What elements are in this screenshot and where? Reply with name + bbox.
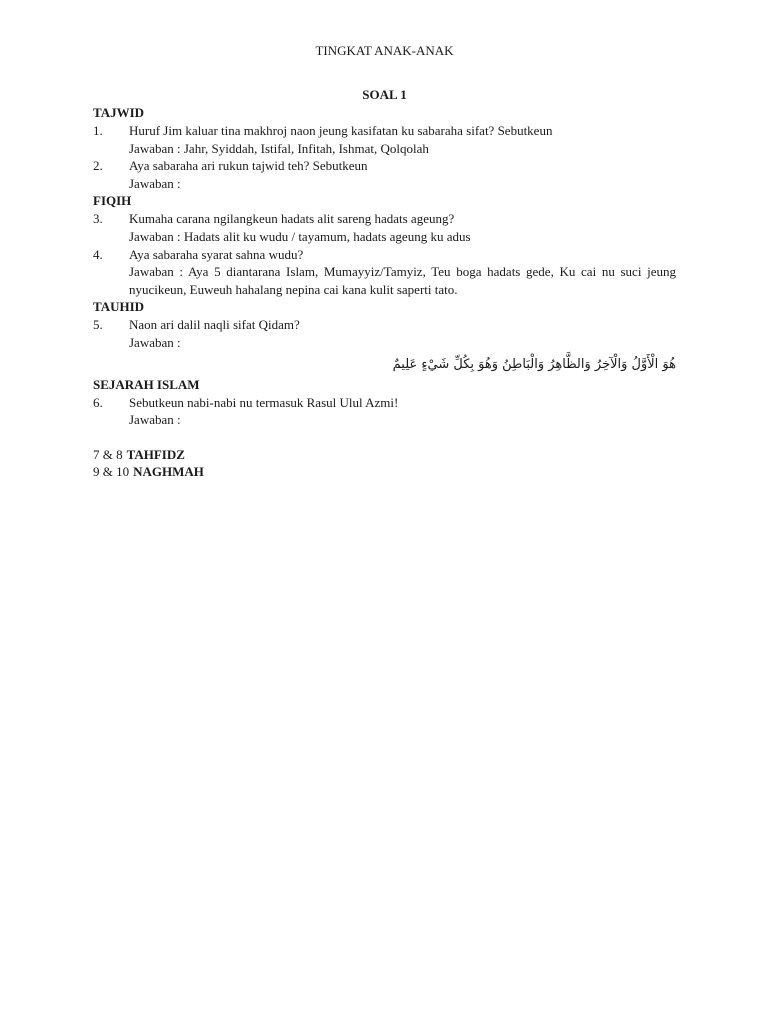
document-page bbox=[93, 42, 676, 481]
section-sejarah-islam: SEJARAH ISLAM bbox=[93, 376, 200, 392]
spacer bbox=[93, 429, 676, 446]
section-tauhid: TAUHID bbox=[93, 299, 145, 315]
question-3 bbox=[93, 210, 676, 245]
question-number: 3. bbox=[93, 211, 103, 227]
question-4 bbox=[93, 246, 676, 299]
section-tajwid: TAJWID bbox=[93, 105, 145, 120]
question-text: Aya sabaraha ari rukun tajwid teh? Sebutkeun bbox=[129, 158, 368, 174]
question-1 bbox=[93, 122, 676, 157]
answer-text: Jawaban : Aya 5 diantarana Islam, Mumayyiz/Tamyiz, Teu boga hadats gede, Ku cai nu suci jeung nyucikeun, Euweuh hahalang nepina cai kana kulit saperti tato. bbox=[129, 264, 676, 297]
question-number: 4. bbox=[93, 246, 103, 262]
question-text: Sebutkeun nabi-nabi nu termasuk Rasul Ulul Azmi! bbox=[129, 394, 399, 410]
arabic-verse: هُوَ الْأَوَّلُ وَالْآخِرُ وَالظَّاهِرُ وَالْبَاطِنُ وَهُوَ بِكُلِّ شَيْءٍ عَلِيمٌ bbox=[392, 356, 676, 372]
question-text: Huruf Jim kaluar tina makhroj naon jeung kasifatan ku sabaraha sifat? Sebutkeun bbox=[129, 123, 553, 138]
answer-text: Jawaban : bbox=[129, 412, 181, 428]
footer-label: NAGHMAH bbox=[133, 464, 204, 480]
footer-label: TAHFIDZ bbox=[126, 446, 185, 462]
answer-text: Jawaban : Hadats alit ku wudu / tayamum, hadats ageung ku adus bbox=[129, 228, 471, 244]
question-text: Kumaha carana ngilangkeun hadats alit sareng hadats ageung? bbox=[129, 211, 455, 227]
document-title: TINGKAT ANAK-ANAK bbox=[315, 43, 454, 58]
question-2 bbox=[93, 157, 676, 192]
question-text: Naon ari dalil naqli sifat Qidam? bbox=[129, 317, 300, 333]
answer-text: Jawaban : bbox=[129, 175, 181, 191]
footer-line-naghmah bbox=[93, 463, 676, 481]
question-text: Aya sabaraha syarat sahna wudu? bbox=[129, 246, 304, 262]
section-fiqih: FIQIH bbox=[93, 193, 132, 209]
answer-text: Jawaban : Jahr, Syiddah, Istifal, Infitah, Ishmat, Qolqolah bbox=[129, 140, 429, 156]
question-6 bbox=[93, 394, 676, 429]
footer-line-tahfidz bbox=[93, 446, 676, 464]
question-5 bbox=[93, 316, 676, 351]
soal-heading: SOAL 1 bbox=[362, 87, 407, 102]
question-number: 6. bbox=[93, 394, 103, 410]
question-number: 1. bbox=[93, 123, 103, 138]
question-number: 5. bbox=[93, 317, 103, 333]
footer-number: 9 & 10 bbox=[93, 464, 130, 480]
answer-text: Jawaban : bbox=[129, 334, 181, 350]
footer-number: 7 & 8 bbox=[93, 446, 123, 462]
question-number: 2. bbox=[93, 158, 103, 174]
